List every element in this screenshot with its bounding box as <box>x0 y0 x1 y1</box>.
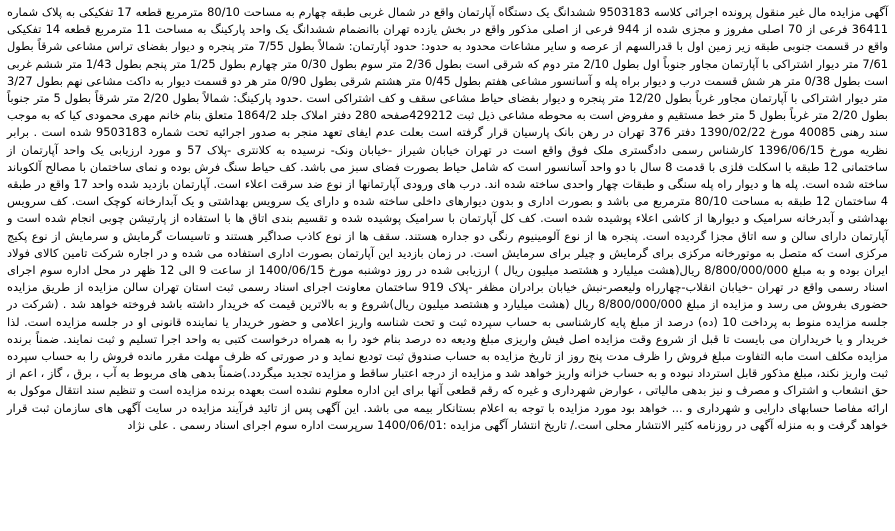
notice-body-text: آگهی مزایده مال غیر منقول پرونده اجرائی کلاسه 9503183 ششدانگ یک دستگاه آپارتمان واقع در شمال غربی طبقه چهارم به مساحت 80/10 مترمربع قطعه 17 تفکیکی به پلاک شماره 36411 فرعی از 70 اصلی مفروز و مجزی شده از 944 فرعی از اصلی مذکور واقع در بخش یازده تهران باانضمام ششدانگ یک واحد پارکینگ به مساحت 11 مترمربع قطعه 14 تفکیکی واقع در قسمت جنوبی طبقه زیر زمین اول با قدرالسهم از عرصه و سایر مشاعات محدود به حدود: حدود آپارتمان: شمالاً بطول 7/55 متر پنجره و دیوار بفضای تراس مشاعی شرقاً بطول 7/61 متر دیوار اشتراکی با آپارتمان مجاور جنوباً اول بطول 2/10 متر دوم که شرقی است بطول 2/36 متر سوم بطول 0/30 متر چهارم بطول 1/25 متر پنجم بطول 1/43 متر ششم غربی است بطول 0/38 متر هر شش قسمت درب و دیوار براه پله و آسانسور مشاعی هفتم بطول 0/45 متر هشتم شرقی بطول 0/90 متر هر دو قسمت دیوار به داکت مشاعی نهم بطول 3/27 متر دیوار اشتراکی با آپارتمان مجاور غرباً بطول 12/20 متر پنجره و دیوار بفضای حیاط مشاعی سقف و کف اشتراکی است .حدود پارکینگ: شمالاً بطول 2/20 متر شرقاً بطول 5 متر جنوباً بطول 2/20 متر غرباً بطول 5 متر خط مستقیم و مفروض است به محوطه مشاعی ذیل ثبت 429212صفحه 280 دفتر املاک جلد 1864/2 متعلق بنام خانم مهری محمودی کیا که به موجب سند رهنی 40085 مورخ 1390/02/22 دفتر 376 تهران در رهن بانک پارسیان قرار گرفته است بعلت عدم ایفای تعهد منجر به صدور اجرائیه تحت شماره 9503183 شده است . برابر نظریه مورخ 1396/06/15 کارشناس رسمی دادگستری ملک فوق واقع است در تهران خیابان شیراز -خیابان ونک- نرسیده به کلانتری -پلاک 57 و مورد ارزیابی یک واحد آپارتمان از ساختمانی 12 طبقه با اسکلت فلزی با قدمت 8 سال با دو واحد آسانسور است که شامل حیاط بصورت فضای سبز می باشد. کف حیاط سنگ فرش بوده و نمای ساختمان با مصالح آلکوباند ساخته شده است. پله ها و دیوار راه پله سنگی و طبقات چهار واحدی ساخته شده اند. درب های ورودی آپارتمانها از نوع ضد سرقت اعلاء است. آپارتمان بازدید شده واحد 17 واقع در طبقه 4 ساختمان 12 طبقه به مساحت 80/10 مترمربع می باشد و بصورت اداری و بدون دیوارهای داخلی ساخته شده و دارای یک سرویس بهداشتی و یک آبدارخانه کوچک است. کف سرویس بهداشتی و آبدرخانه سرامیک و دیوارها از کاشی اعلاء پوشیده شده است. کف کل آپارتمان با سرامیک پوشیده شده و تقسیم بندی اتاق ها با استفاده از پارتیشن چوبی انجام شده است و آپارتمان دارای سالن و سه اتاق مجزا گردیده است. پنجره ها از نوع آلومینیوم رنگی دو جداره هستند. سقف ها از نوع کاذب صداگیر هستند و تاسیسات گرمایش و سرمایش از نوع پکیج مرکزی است که متصل به موتورخانه مرکزی برای گرمایش و چیلر برای سرمایش است. در زمان بازدید این آپارتمان بصورت اداری استفاده می شده و در اجاره شرکت تامین کالای فولاد ایران بوده و به مبلغ 8/800/000/000 ریال(هشت میلیارد و هشتصد میلیون ریال ) ارزیابی شده در روز دوشنبه مورخ 1400/06/15 از ساعت 9 الی 12 ظهر در محل اداره سوم اجرای اسناد رسمی واقع در تهران -خیابان انقلاب-چهارراه ولیعصر-نبش خیابان برادران مظفر -پلاک 919 ساختمان معاونت اجرای اسناد رسمی ثبت استان تهران سالن مزایده از طریق مزایده حضوری بفروش می رسد و مزایده از مبلغ 8/800/000/000 ریال (هشت میلیارد و هشتصد میلیون ریال)شروع و به بالاترین قیمت که خریدار داشته باشد فروخته خواهد شد . (شرکت در جلسه مزایده منوط به پرداخت 10 (ده) درصد از مبلغ پایه کارشناسی به حساب سپرده ثبت و تحت شناسه واریز اعلامی و حضور خریدار یا نماینده قانونی او در جلسه مزایده است. لذا خریدار و یا خریداران می بایست تا قبل از شروع وقت مزایده اصل فیش واریزی مبلغ ودیعه ده درصد بنام خود را به همراه درخواست کتبی به واحد اجرا تسلیم و ثبت نمایند. ضمناً برنده مزایده مکلف است مابه التفاوت مبلغ فروش را ظرف مدت پنج روز از تاریخ مزایده به حساب صندوق ثبت تودیع نماید و در صورتی که ظرف مهلت مقرر مانده فروش را به حساب سپرده ثبت واریز نکند، مبلغ مذکور قابل استرداد نبوده و به حساب خزانه واریز خواهد شد و مزایده از درجه اعتبار ساقط و مزایده تجدید میگردد.)ضمناً بدهی های مربوط به آب ، برق ، گاز ، اعم از حق انشعاب و اشتراک و مصرف و نیز بدهی مالیاتی ، عوارض شهرداری و غیره که رقم قطعی آنها برای این اداره معلوم نشده است بعهده برنده مزایده است و تنظیم سند انتقال موکول به ارائه مفاصا حسابهای دارایی و شهرداری و ... خواهد بود مورد مزایده با توجه به اعلام بستانکار بیمه می باشد. این آگهی پس از تائید فرآیند مزایده در سایت آگهی های سازمان ثبت قرار خواهد گرفت و به منزله آگهی در روزنامه کثیر الانتشار محلی است./ تاریخ انتشار آگهی مزایده :1400/06/01 سرپرست اداره سوم اجرای اسناد رسمی . علی نژاد <box>7 5 889 432</box>
